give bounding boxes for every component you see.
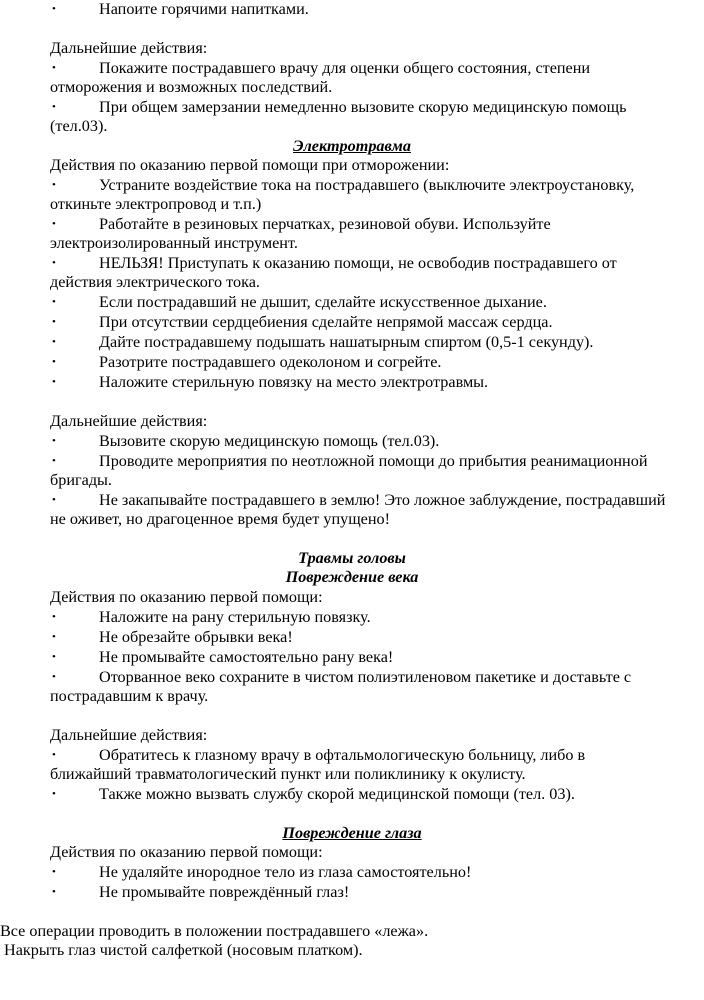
bullet-icon: •: [52, 336, 56, 348]
bullet-icon: •: [52, 494, 56, 506]
list-item-continuation: пострадавшим к врачу.: [50, 687, 209, 705]
note-line: Накрыть глаз чистой салфеткой (носовым платком).: [0, 941, 363, 959]
section-heading: Дальнейшие действия:: [50, 412, 208, 430]
bullet-icon: •: [52, 376, 56, 388]
section-heading: Дальнейшие действия:: [50, 726, 208, 744]
section-subtitle: Повреждение века: [285, 568, 419, 586]
note-line: Все операции проводить в положении пострадавшего «лежа».: [0, 922, 429, 940]
bullet-icon: •: [52, 611, 56, 623]
list-item: Наложите стерильную повязку на место электротравмы.: [99, 373, 489, 391]
list-item-continuation: ближайший травматологический пункт или поликлинику к окулисту.: [50, 765, 526, 783]
bullet-icon: •: [52, 218, 56, 230]
list-item: Не промывайте самостоятельно рану века!: [99, 648, 394, 666]
bullet-icon: •: [52, 179, 56, 191]
list-item: Разотрите пострадавшего одеколоном и согрейте.: [99, 353, 442, 371]
list-item: Оторванное веко сохраните в чистом полиэтиленовом пакетике и доставьте с: [99, 668, 632, 686]
list-item: Наложите на рану стерильную повязку.: [99, 608, 371, 626]
list-item: Работайте в резиновых перчатках, резиновой обуви. Используйте: [99, 215, 551, 233]
section-title: Электротравма: [293, 137, 411, 155]
bullet-icon: •: [52, 62, 56, 74]
list-item: Если пострадавший не дышит, сделайте искусственное дыхание.: [99, 293, 547, 311]
section-intro: Действия по оказанию первой помощи:: [50, 588, 323, 606]
bullet-icon: •: [52, 671, 56, 683]
list-item: Устраните воздействие тока на пострадавшего (выключите электроустановку,: [99, 176, 635, 194]
section-intro: Действия по оказанию первой помощи:: [50, 843, 323, 861]
bullet-icon: •: [52, 3, 56, 15]
list-item-continuation: не оживет, но драгоценное время будет упущено!: [50, 510, 390, 528]
list-item-continuation: отморожения и возможных последствий.: [50, 78, 333, 96]
section-title: Травмы головы: [298, 549, 406, 567]
bullet-icon: •: [52, 257, 56, 269]
bullet-icon: •: [52, 749, 56, 761]
bullet-icon: •: [52, 631, 56, 643]
list-item: Напоите горячими напитками.: [99, 0, 309, 18]
list-item: При общем замерзании немедленно вызовите скорую медицинскую помощь: [99, 98, 627, 116]
list-item: Не обрезайте обрывки века!: [99, 628, 293, 646]
list-item: Вызовите скорую медицинскую помощь (тел.03).: [99, 432, 440, 450]
list-item: Обратитесь к глазному врачу в офтальмологическую больницу, либо в: [99, 746, 586, 764]
bullet-icon: •: [52, 296, 56, 308]
bullet-icon: •: [52, 788, 56, 800]
list-item: Также можно вызвать службу скорой медицинской помощи (тел. 03).: [99, 785, 575, 803]
list-item: Проводите мероприятия по неотложной помощи до прибытия реанимационной: [99, 452, 648, 470]
bullet-icon: •: [52, 886, 56, 898]
bullet-icon: •: [52, 866, 56, 878]
list-item-continuation: откиньте электропровод и т.п.): [50, 195, 262, 213]
list-item-continuation: бригады.: [50, 471, 112, 489]
bullet-icon: •: [52, 101, 56, 113]
section-intro: Действия по оказанию первой помощи при отморожении:: [50, 156, 450, 174]
bullet-icon: •: [52, 356, 56, 368]
bullet-icon: •: [52, 651, 56, 663]
list-item: НЕЛЬЗЯ! Приступать к оказанию помощи, не освободив пострадавшего от: [99, 254, 617, 272]
list-item-continuation: электроизолированный инструмент.: [50, 234, 298, 252]
list-item: Покажите пострадавшего врачу для оценки общего состояния, степени: [99, 59, 591, 77]
list-item: Не закапывайте пострадавшего в землю! Это ложное заблуждение, пострадавший: [99, 491, 666, 509]
list-item-continuation: действия электрического тока.: [50, 273, 260, 291]
list-item: Дайте пострадавшему подышать нашатырным спиртом (0,5-1 секунду).: [99, 333, 594, 351]
list-item: Не промывайте повреждённый глаз!: [99, 883, 350, 901]
bullet-icon: •: [52, 455, 56, 467]
section-title: Повреждение глаза: [282, 824, 422, 842]
bullet-icon: •: [52, 435, 56, 447]
section-heading: Дальнейшие действия:: [50, 39, 208, 57]
list-item: Не удаляйте инородное тело из глаза самостоятельно!: [99, 863, 472, 881]
bullet-icon: •: [52, 316, 56, 328]
list-item: При отсутствии сердцебиения сделайте непрямой массаж сердца.: [99, 313, 553, 331]
list-item-continuation: (тел.03).: [50, 117, 108, 135]
